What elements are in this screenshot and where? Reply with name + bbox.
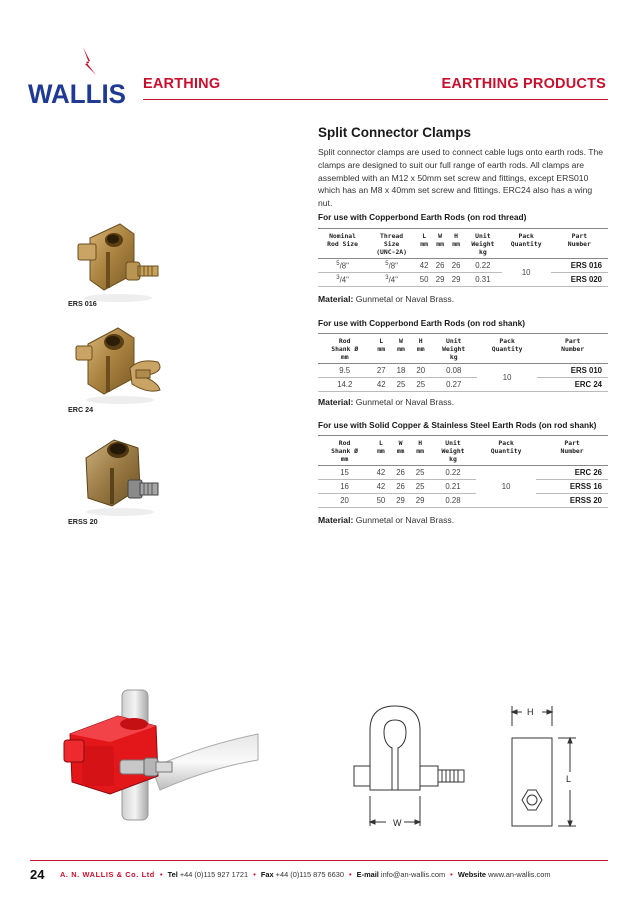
lightning-bolt-icon [83, 47, 96, 75]
ers016-photo [68, 218, 168, 309]
part-number: ERC 24 [537, 378, 608, 392]
col-header: Pack Quantity [477, 334, 538, 364]
ers016-caption: ERS 016 [68, 299, 97, 308]
product-intro: Split connector clamps are used to connect cable lugs onto earth rods. The clamps are designed to suit our full range of earth rods. All clamps are assembled with an M12 x 50mm set screw and fittings, except ERS010 which has an M8 x 40mm set screw and fittings. ERC24 also has a wing nut. [318, 147, 604, 209]
col-header: W mm [432, 229, 448, 259]
table-row: $^3$/4" $^3$/4" 50 29 29 0.31 ERS 020 [318, 273, 608, 287]
col-header: Thread Size (UNC-2A) [367, 229, 416, 259]
table-rod-shank [318, 333, 608, 392]
table2-material: Material: Gunmetal or Naval Brass. [318, 397, 455, 407]
website-link[interactable]: www.an-wallis.com [488, 870, 551, 879]
table-rod-thread [318, 228, 608, 287]
clamp-on-rod-illustration [60, 686, 260, 831]
table-row: 16 42 26 25 0.21 ERSS 16 [318, 480, 608, 494]
col-header: Pack Quantity [502, 229, 551, 259]
pack-quantity: 10 [502, 259, 551, 287]
col-header: Nominal Rod Size [318, 229, 367, 259]
col-header: Unit Weight kg [431, 334, 477, 364]
col-header: Unit Weight kg [464, 229, 502, 259]
section-title-right: EARTHING PRODUCTS [441, 76, 606, 92]
table-row: 14.2 42 25 25 0.27 ERC 24 [318, 378, 608, 392]
email-link[interactable]: info@an-wallis.com [380, 870, 446, 879]
header-divider [143, 99, 608, 100]
col-header: Part Number [551, 229, 608, 259]
logo-wordmark: WALLIS [28, 79, 126, 107]
erss20-caption: ERSS 20 [68, 517, 98, 526]
telephone: +44 (0)115 927 1721 [179, 870, 249, 879]
erss20-photo [68, 428, 172, 523]
table-row: 20 50 29 29 0.28 ERSS 20 [318, 494, 608, 508]
col-header: L mm [371, 436, 391, 466]
footer-divider [30, 860, 608, 861]
col-header: W mm [391, 334, 411, 364]
col-header: Rod Shank Ø mm [318, 334, 371, 364]
table1-heading: For use with Copperbond Earth Rods (on rod thread) [318, 212, 527, 222]
dimension-w-label: W [393, 818, 402, 828]
part-number: ERS 016 [551, 259, 608, 273]
table-row: 9.5 27 18 20 0.08 10 ERS 010 [318, 364, 608, 378]
table-row: 15 42 26 25 0.22 10 ERC 26 [318, 466, 608, 480]
col-header: Rod Shank Ø mm [318, 436, 371, 466]
company-name: A. N. WALLIS & Co. Ltd [60, 870, 155, 879]
part-number: ERS 020 [551, 273, 608, 287]
part-number: ERC 26 [536, 466, 608, 480]
col-header: H mm [411, 334, 431, 364]
table3-heading: For use with Solid Copper & Stainless Steel Earth Rods (on rod shank) [318, 420, 597, 430]
front-view-diagram [340, 700, 470, 845]
table2-heading: For use with Copperbond Earth Rods (on rod shank) [318, 318, 525, 328]
fax: +44 (0)115 875 6630 [275, 870, 344, 879]
col-header: H mm [448, 229, 464, 259]
table3-material: Material: Gunmetal or Naval Brass. [318, 515, 455, 525]
pack-quantity: 10 [477, 364, 538, 392]
col-header: Part Number [536, 436, 608, 466]
dimension-h-label: H [527, 707, 534, 717]
part-number: ERS 010 [537, 364, 608, 378]
col-header: Part Number [537, 334, 608, 364]
col-header: Pack Quantity [476, 436, 536, 466]
col-header: L mm [416, 229, 432, 259]
wallis-logo[interactable] [28, 45, 128, 107]
table-row: $^5$/8" $^5$/8" 42 26 26 0.22 10 ERS 016 [318, 259, 608, 273]
dimension-l-label: L [566, 774, 572, 784]
part-number: ERSS 16 [536, 480, 608, 494]
col-header: H mm [410, 436, 430, 466]
page-number: 24 [30, 867, 45, 882]
col-header: L mm [371, 334, 391, 364]
pack-quantity: 10 [476, 466, 536, 508]
side-view-diagram [500, 704, 584, 837]
erc24-caption: ERC 24 [68, 405, 94, 414]
col-header: Unit Weight kg [430, 436, 476, 466]
table-solid-copper [318, 435, 608, 508]
product-title: Split Connector Clamps [318, 125, 472, 140]
part-number: ERSS 20 [536, 494, 608, 508]
erc24-photo [68, 318, 172, 411]
col-header: W mm [391, 436, 411, 466]
section-title-left: EARTHING [143, 76, 221, 92]
table1-material: Material: Gunmetal or Naval Brass. [318, 294, 455, 304]
footer-contact: A. N. WALLIS & Co. Ltd • Tel +44 (0)115 927 1721 • Fax +44 (0)115 875 6630 • E-mail info@an-wallis.com • Website www.an-wallis.com [60, 870, 551, 879]
